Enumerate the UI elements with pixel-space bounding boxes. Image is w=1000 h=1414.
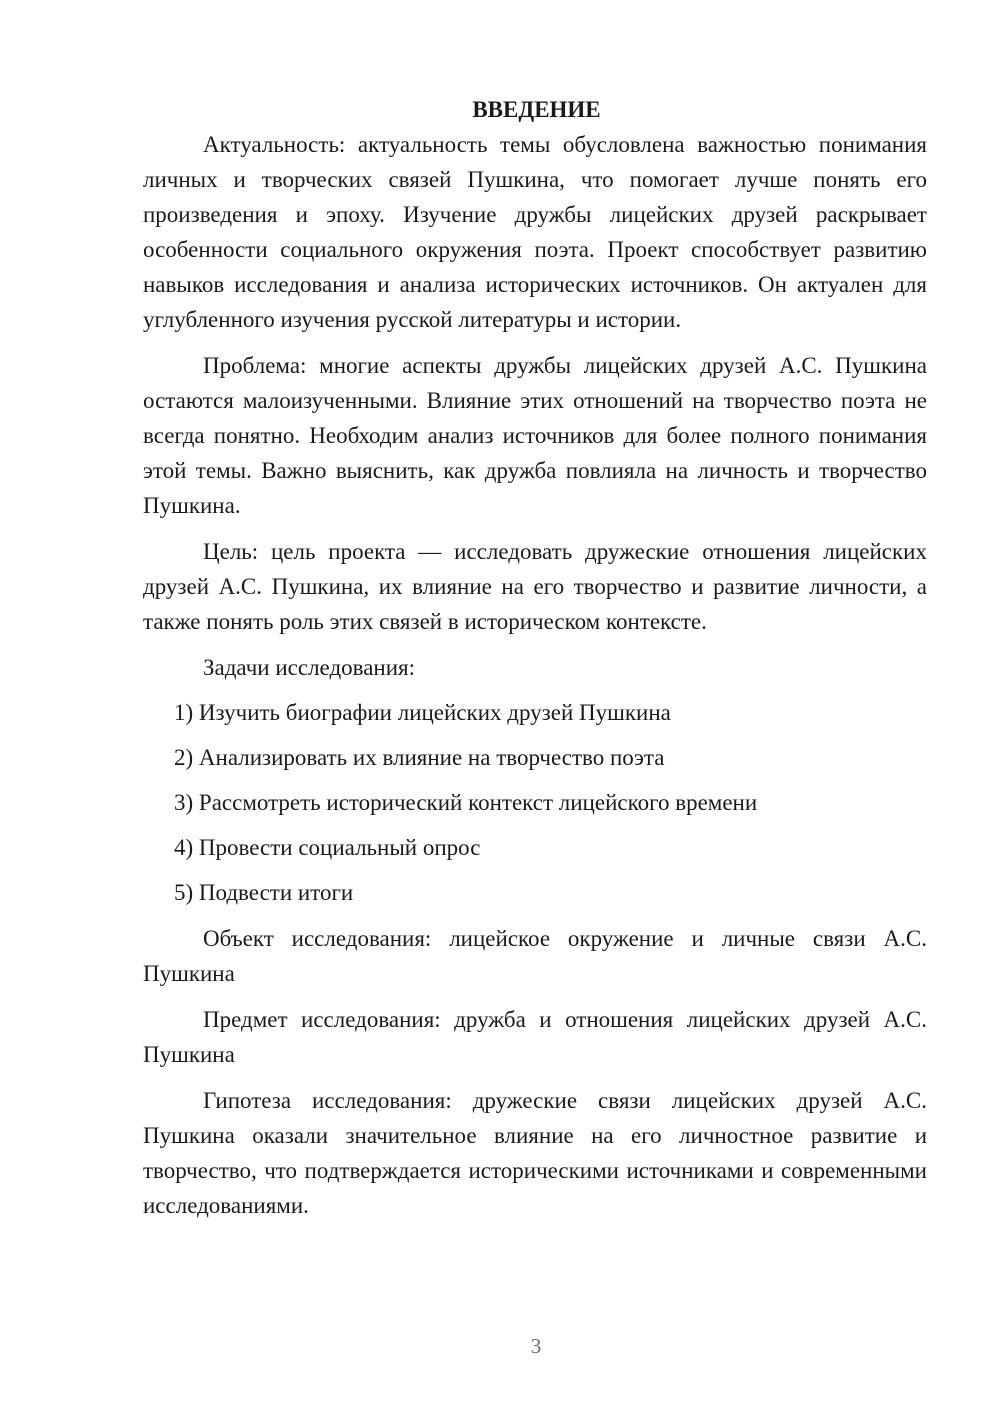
task-item: 2) Анализировать их влияние на творчество поэта — [174, 745, 665, 770]
paragraph-relevance: Актуальность: актуальность темы обусловлена важностью понимания личных и творческих связей Пушкина, что помогает лучше понять его произведения и эпоху. Изучение дружбы лицейских друзей раскрывает особенности социального окружения поэта. Проект способствует развитию навыков исследования и анализа исторических источников. Он актуален для углубленного изучения русской литературы и истории. — [143, 132, 927, 332]
task-item: 5) Подвести итоги — [174, 880, 354, 905]
paragraph-problem: Проблема: многие аспекты дружбы лицейских друзей А.С. Пушкина остаются малоизученными. Влияние этих отношений на творчество поэта не всегда понятно. Необходим анализ источников для более полного понимания этой темы. Важно выяснить, как дружба повлияла на личность и творчество Пушкина. — [143, 353, 927, 518]
page-number: 3 — [530, 1334, 542, 1358]
paragraph-hypothesis: Гипотеза исследования: дружеские связи лицейских друзей А.С. Пушкина оказали значительное влияние на его личностное развитие и творчество, что подтверждается историческими источниками и современными исследованиями. — [143, 1088, 927, 1218]
task-item: 4) Провести социальный опрос — [174, 835, 481, 860]
page-content — [143, 92, 927, 1234]
paragraph-subject: Предмет исследования: дружба и отношения лицейских друзей А.С. Пушкина — [143, 1007, 927, 1067]
task-item: 1) Изучить биографии лицейских друзей Пушкина — [174, 700, 671, 725]
paragraph-goal: Цель: цель проекта — исследовать дружеские отношения лицейских друзей А.С. Пушкина, их влияние на его творчество и развитие личности, а также понять роль этих связей в историческом контексте. — [143, 539, 927, 634]
section-heading: ВВЕДЕНИЕ — [472, 97, 601, 122]
tasks-title: Задачи исследования: — [203, 655, 416, 680]
paragraph-object: Объект исследования: лицейское окружение и личные связи А.С. Пушкина — [143, 926, 927, 986]
task-item: 3) Рассмотреть исторический контекст лицейского времени — [174, 790, 758, 815]
